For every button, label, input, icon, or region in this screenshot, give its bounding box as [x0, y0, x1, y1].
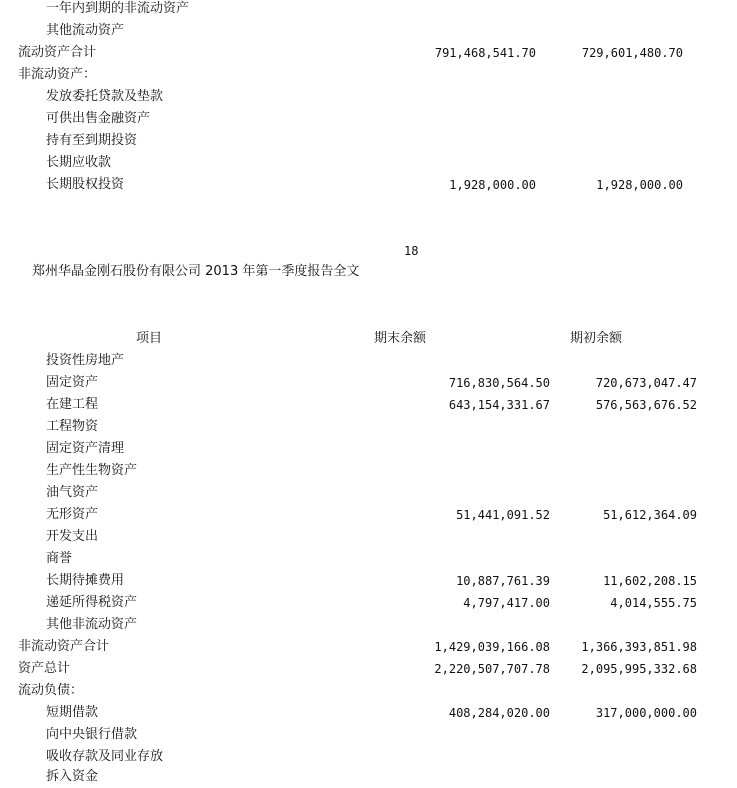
row-label: 生产性生物资产	[46, 463, 138, 478]
column-header-end-balance: 期末余额	[374, 331, 427, 346]
table-row	[0, 64, 737, 86]
table-row	[0, 636, 737, 658]
table-row	[0, 174, 737, 196]
table-row	[0, 394, 737, 416]
row-label: 递延所得税资产	[46, 595, 138, 610]
row-label: 流动负债：	[18, 683, 84, 698]
row-label: 短期借款	[46, 705, 99, 720]
row-label: 长期待摊费用	[46, 573, 125, 588]
row-label: 非流动资产合计	[18, 639, 110, 654]
end-balance-value: 716,830,564.50	[448, 376, 550, 390]
table-row	[0, 108, 737, 130]
table-row	[0, 680, 737, 702]
row-label: 工程物资	[46, 419, 99, 434]
table-row	[0, 130, 737, 152]
table-row	[0, 526, 737, 548]
table-row	[0, 504, 737, 526]
row-label: 拆入资金	[46, 769, 99, 784]
row-label: 开发支出	[46, 529, 99, 544]
row-label: 商誉	[46, 551, 73, 566]
end-balance-value: 51,441,091.52	[456, 508, 550, 522]
table-header	[0, 328, 737, 350]
report-title: 郑州华晶金刚石股份有限公司 2013 年第一季度报告全文	[32, 264, 360, 279]
row-label: 非流动资产：	[18, 67, 97, 82]
start-balance-value: 11,602,208.15	[603, 574, 697, 588]
end-balance-value: 1,928,000.00	[449, 178, 536, 192]
row-label: 其他流动资产	[46, 23, 125, 38]
row-label: 固定资产	[46, 375, 99, 390]
table-row	[0, 766, 737, 788]
table-row	[0, 592, 737, 614]
end-balance-value: 791,468,541.70	[434, 46, 536, 60]
row-label: 持有至到期投资	[46, 133, 138, 148]
table-row	[0, 86, 737, 108]
table-row	[0, 482, 737, 504]
row-label: 无形资产	[46, 507, 99, 522]
row-label: 长期股权投资	[46, 177, 125, 192]
end-balance-value: 643,154,331.67	[448, 398, 550, 412]
column-header-start-balance: 期初余额	[570, 331, 623, 346]
row-label: 发放委托贷款及垫款	[46, 89, 164, 104]
start-balance-value: 1,366,393,851.98	[581, 640, 697, 654]
table-row	[0, 20, 737, 42]
table-row	[0, 570, 737, 592]
row-label: 固定资产清理	[46, 441, 125, 456]
end-balance-value: 4,797,417.00	[463, 596, 550, 610]
end-balance-value: 408,284,020.00	[448, 706, 550, 720]
table-row	[0, 746, 737, 768]
row-label: 投资性房地产	[46, 353, 125, 368]
table-row	[0, 460, 737, 482]
table-row	[0, 548, 737, 570]
table-row	[0, 372, 737, 394]
row-label: 在建工程	[46, 397, 99, 412]
page-number: 18	[404, 244, 419, 258]
start-balance-value: 720,673,047.47	[595, 376, 697, 390]
row-label: 可供出售金融资产	[46, 111, 151, 126]
start-balance-value: 1,928,000.00	[596, 178, 683, 192]
start-balance-value: 2,095,995,332.68	[581, 662, 697, 676]
end-balance-value: 10,887,761.39	[456, 574, 550, 588]
table-row	[0, 0, 737, 20]
end-balance-value: 2,220,507,707.78	[434, 662, 550, 676]
row-label: 其他非流动资产	[46, 617, 138, 632]
table-row	[0, 42, 737, 64]
row-label: 向中央银行借款	[46, 727, 138, 742]
start-balance-value: 4,014,555.75	[610, 596, 697, 610]
row-label: 长期应收款	[46, 155, 112, 170]
start-balance-value: 576,563,676.52	[595, 398, 697, 412]
table-row	[0, 350, 737, 372]
end-balance-value: 1,429,039,166.08	[434, 640, 550, 654]
table-row	[0, 614, 737, 636]
table-row	[0, 658, 737, 680]
column-header-item: 项目	[136, 331, 163, 346]
row-label: 油气资产	[46, 485, 99, 500]
row-label: 资产总计	[18, 661, 71, 676]
row-label: 一年内到期的非流动资产	[46, 1, 190, 16]
table-row	[0, 702, 737, 724]
start-balance-value: 51,612,364.09	[603, 508, 697, 522]
start-balance-value: 317,000,000.00	[595, 706, 697, 720]
row-label: 流动资产合计	[18, 45, 97, 60]
start-balance-value: 729,601,480.70	[581, 46, 683, 60]
row-label: 吸收存款及同业存放	[46, 749, 164, 764]
table-row	[0, 152, 737, 174]
table-row	[0, 724, 737, 746]
table-row	[0, 438, 737, 460]
table-row	[0, 416, 737, 438]
